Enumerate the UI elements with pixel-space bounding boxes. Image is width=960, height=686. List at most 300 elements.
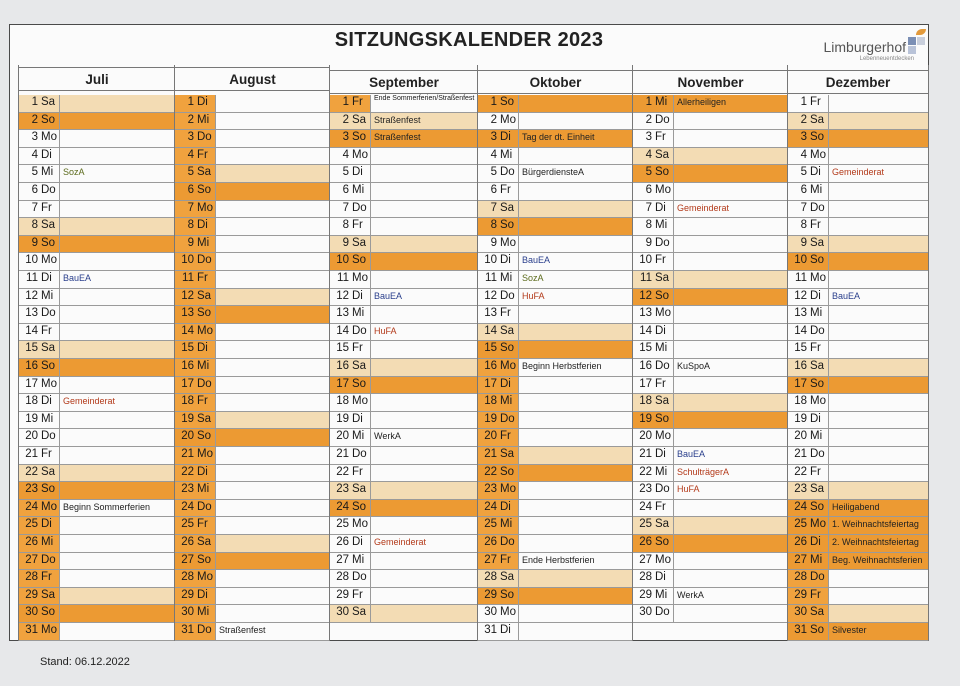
- day-row: [633, 236, 788, 254]
- weekday: Fr: [500, 307, 511, 320]
- event-cell: [828, 535, 928, 552]
- day-row: [330, 377, 478, 395]
- day-number: 21: [181, 448, 194, 460]
- day-row: [478, 553, 633, 571]
- day-number: 18: [794, 395, 807, 408]
- event-cell: [673, 271, 788, 288]
- day-row: [19, 553, 175, 571]
- day-number: 15: [639, 342, 652, 355]
- event-cell: [370, 429, 478, 446]
- weekday: Do: [197, 624, 212, 636]
- day-row: [633, 500, 788, 518]
- day-row: [788, 605, 928, 623]
- event-cell: [215, 482, 330, 499]
- event-cell: [673, 236, 788, 253]
- day-number: 1: [342, 96, 349, 108]
- weekday: Mi: [197, 360, 210, 372]
- event-cell: [518, 394, 633, 411]
- day-row: [788, 465, 928, 483]
- day-row: [633, 253, 788, 271]
- day-row: [330, 412, 478, 430]
- event-cell: [518, 465, 633, 482]
- weekday: Di: [500, 131, 511, 144]
- event-cell: [518, 183, 633, 200]
- month-column-2: [329, 65, 478, 641]
- weekday: Mi: [810, 184, 823, 196]
- event-cell: [215, 500, 330, 517]
- day-number: 10: [639, 254, 652, 267]
- event-cell: [828, 113, 928, 130]
- weekday: Di: [41, 148, 52, 161]
- day-number: 23: [794, 483, 807, 496]
- day-number: 6: [800, 184, 807, 196]
- day-row: [633, 482, 788, 500]
- event-cell: [673, 605, 788, 622]
- day-row: [788, 236, 928, 254]
- logo: [794, 31, 920, 63]
- day-number: 25: [181, 518, 194, 531]
- event-cell: [370, 394, 478, 411]
- event-cell: [59, 201, 175, 218]
- day-row: [175, 517, 330, 535]
- event-cell: [518, 289, 633, 306]
- weekday: So: [810, 377, 825, 390]
- event-cell: [370, 570, 478, 587]
- day-row: [633, 394, 788, 412]
- event-cell: [518, 447, 633, 464]
- day-number: 9: [187, 236, 194, 249]
- day-number: 26: [336, 536, 349, 548]
- event-cell: [59, 165, 175, 182]
- event-cell: [370, 218, 478, 235]
- weekday: Mo: [655, 184, 671, 196]
- weekday: Fr: [197, 395, 208, 408]
- day-number: 25: [25, 518, 38, 531]
- event-label: Silvester: [832, 625, 867, 635]
- day-number: 4: [800, 148, 807, 161]
- day-row: [19, 359, 175, 377]
- day-row: [633, 429, 788, 447]
- weekday: Fr: [352, 465, 363, 478]
- day-row: [788, 289, 928, 307]
- event-cell: [673, 553, 788, 570]
- weekday: Mi: [500, 395, 513, 408]
- event-cell: [215, 605, 330, 622]
- event-cell: [215, 148, 330, 165]
- event-cell: [59, 412, 175, 429]
- event-cell: [59, 429, 175, 446]
- day-number: 19: [639, 412, 652, 425]
- day-number: 17: [484, 377, 497, 390]
- day-number: 28: [639, 571, 652, 584]
- day-number: 14: [794, 324, 807, 337]
- day-number: 23: [181, 483, 194, 496]
- event-cell: [215, 517, 330, 534]
- day-number: 29: [181, 588, 194, 601]
- day-number: 25: [336, 518, 349, 531]
- event-cell: [215, 306, 330, 323]
- weekday: Sa: [500, 571, 515, 584]
- event-cell: [518, 623, 633, 640]
- day-row: [633, 588, 788, 606]
- weekday: Fr: [810, 588, 821, 601]
- day-number: 21: [25, 448, 38, 460]
- day-number: 8: [645, 219, 652, 232]
- day-row: [175, 605, 330, 623]
- day-row: [633, 359, 788, 377]
- day-row: [788, 359, 928, 377]
- stand-date: Stand: 06.12.2022: [40, 656, 130, 668]
- event-cell: [215, 201, 330, 218]
- day-row: [788, 517, 928, 535]
- day-number: 4: [31, 148, 38, 161]
- weekday: Do: [352, 571, 367, 584]
- event-cell: [828, 394, 928, 411]
- weekday: Fr: [500, 553, 511, 566]
- weekday: Mo: [41, 377, 57, 390]
- day-number: 13: [484, 307, 497, 320]
- event-cell: [59, 183, 175, 200]
- day-row: [478, 359, 633, 377]
- day-row: [788, 535, 928, 553]
- event-cell: [673, 535, 788, 552]
- weekday: Fr: [352, 219, 363, 232]
- weekday: Mi: [41, 289, 54, 302]
- event-cell: [59, 359, 175, 376]
- logo-square-icon: [917, 37, 925, 45]
- event-cell: [518, 570, 633, 587]
- event-label: SozA: [522, 273, 544, 283]
- event-label: KuSpoA: [677, 361, 711, 371]
- day-number: 2: [187, 113, 194, 126]
- day-number: 17: [336, 377, 349, 390]
- event-cell: [518, 201, 633, 218]
- event-cell: [828, 570, 928, 587]
- event-cell: [673, 165, 788, 182]
- weekday: Fr: [197, 272, 208, 284]
- day-number: 18: [639, 395, 652, 408]
- day-number: 16: [639, 360, 652, 372]
- weekday: Fr: [352, 96, 363, 108]
- event-cell: [59, 236, 175, 253]
- event-cell: [828, 218, 928, 235]
- day-row: [175, 95, 330, 113]
- day-row: [330, 517, 478, 535]
- day-row: [175, 306, 330, 324]
- weekday: Di: [197, 96, 208, 108]
- event-cell: [215, 253, 330, 270]
- weekday: Mo: [197, 324, 213, 337]
- day-number: 17: [794, 377, 807, 390]
- day-number: 28: [794, 571, 807, 584]
- day-number: 20: [336, 430, 349, 443]
- day-row: [788, 588, 928, 606]
- day-number: 5: [800, 166, 807, 179]
- day-row: [175, 500, 330, 518]
- event-cell: [828, 517, 928, 534]
- day-number: 12: [336, 289, 349, 302]
- event-cell: [828, 289, 928, 306]
- event-cell: [59, 377, 175, 394]
- day-number: 31: [181, 624, 194, 636]
- weekday: So: [197, 307, 212, 320]
- day-row: [478, 517, 633, 535]
- event-cell: [59, 482, 175, 499]
- day-row: [175, 341, 330, 359]
- event-cell: [828, 359, 928, 376]
- day-row: [788, 482, 928, 500]
- day-number: 26: [484, 536, 497, 548]
- event-label: Tag der dt. Einheit: [522, 132, 595, 143]
- event-label: HuFA: [522, 290, 545, 301]
- weekday: Mi: [197, 113, 210, 126]
- event-cell: [673, 500, 788, 517]
- day-row: [478, 570, 633, 588]
- event-cell: [215, 95, 330, 112]
- day-number: 14: [639, 324, 652, 337]
- weekday: Mo: [352, 518, 368, 531]
- event-cell: [59, 218, 175, 235]
- month-column-3: [477, 65, 633, 641]
- event-cell: [215, 412, 330, 429]
- day-number: 26: [794, 536, 807, 548]
- event-cell: [370, 324, 478, 341]
- weekday: Mi: [500, 148, 513, 161]
- weekday: Mi: [810, 553, 823, 566]
- event-cell: [518, 412, 633, 429]
- event-cell: [59, 517, 175, 534]
- day-number: 26: [25, 536, 38, 548]
- day-row: [478, 201, 633, 219]
- day-number: 5: [187, 166, 194, 179]
- day-number: 14: [25, 324, 38, 337]
- weekday: So: [500, 219, 515, 232]
- event-cell: [215, 113, 330, 130]
- event-cell: [215, 588, 330, 605]
- day-row: [330, 605, 478, 623]
- weekday: Mo: [500, 360, 516, 372]
- event-cell: [518, 500, 633, 517]
- day-row: [330, 236, 478, 254]
- day-row: [330, 113, 478, 131]
- event-cell: [215, 553, 330, 570]
- day-number: 23: [484, 483, 497, 496]
- day-number: 29: [639, 588, 652, 601]
- event-cell: [828, 553, 928, 570]
- weekday: Fr: [41, 324, 52, 337]
- event-cell: [215, 165, 330, 182]
- event-label: Straßenfest: [219, 625, 266, 635]
- event-label: Beginn Sommerferien: [63, 501, 151, 512]
- weekday: Di: [197, 342, 208, 355]
- event-cell: [215, 623, 330, 640]
- event-cell: [828, 165, 928, 182]
- day-row: [175, 570, 330, 588]
- day-number: 24: [336, 500, 349, 513]
- day-number: 22: [639, 465, 652, 478]
- weekday: Mo: [810, 395, 826, 408]
- weekday: Do: [655, 360, 670, 372]
- weekday: Di: [197, 219, 208, 232]
- weekday: Mo: [41, 131, 57, 144]
- weekday: Sa: [655, 272, 670, 284]
- event-label: Gemeinderat: [832, 167, 885, 178]
- weekday: Mi: [197, 236, 210, 249]
- day-row: [330, 183, 478, 201]
- event-cell: [518, 271, 633, 288]
- day-row: [19, 271, 175, 289]
- day-row: [788, 570, 928, 588]
- event-cell: [59, 588, 175, 605]
- day-number: 23: [25, 483, 38, 496]
- day-number: 7: [31, 201, 38, 214]
- weekday: Do: [197, 500, 212, 513]
- day-number: 29: [794, 588, 807, 601]
- weekday: Sa: [41, 219, 56, 232]
- event-cell: [59, 130, 175, 147]
- day-row: [788, 306, 928, 324]
- weekday: Di: [352, 412, 363, 425]
- logo-name: Limburgerhof: [823, 39, 906, 55]
- day-number: 4: [490, 148, 497, 161]
- day-row: [478, 130, 633, 148]
- day-number: 19: [25, 412, 38, 425]
- day-row: [633, 447, 788, 465]
- weekday: Do: [197, 377, 212, 390]
- weekday: Mo: [41, 624, 57, 636]
- event-cell: [59, 324, 175, 341]
- day-number: 23: [336, 483, 349, 496]
- day-number: 11: [337, 272, 349, 284]
- day-row: [478, 218, 633, 236]
- day-row: [478, 253, 633, 271]
- day-row: [330, 165, 478, 183]
- day-number: 3: [645, 131, 652, 144]
- event-cell: [673, 482, 788, 499]
- weekday: Fr: [810, 219, 821, 232]
- day-number: 7: [490, 201, 497, 214]
- day-number: 14: [181, 324, 194, 337]
- event-cell: [828, 148, 928, 165]
- weekday: So: [197, 430, 212, 443]
- event-cell: [370, 412, 478, 429]
- weekday: Mo: [810, 148, 826, 161]
- day-row: [633, 218, 788, 236]
- day-row: [19, 165, 175, 183]
- weekday: Mo: [197, 448, 213, 460]
- event-cell: [59, 394, 175, 411]
- day-row: [788, 95, 928, 113]
- event-cell: [673, 447, 788, 464]
- day-number: 11: [640, 272, 652, 284]
- day-row: [478, 148, 633, 166]
- weekday: Do: [810, 571, 825, 584]
- day-row: [788, 500, 928, 518]
- day-row: [478, 429, 633, 447]
- event-cell: [370, 553, 478, 570]
- event-cell: [518, 253, 633, 270]
- day-number: 6: [645, 184, 652, 196]
- weekday: So: [41, 113, 56, 126]
- weekday: So: [655, 289, 670, 302]
- event-cell: [828, 412, 928, 429]
- event-cell: [518, 113, 633, 130]
- weekday: Sa: [197, 536, 212, 548]
- weekday: Mi: [352, 307, 365, 320]
- day-number: 2: [490, 113, 497, 126]
- weekday: Di: [810, 166, 821, 179]
- event-cell: [673, 95, 788, 112]
- event-cell: [673, 324, 788, 341]
- day-number: 27: [639, 553, 652, 566]
- day-number: 15: [484, 342, 497, 355]
- event-cell: [518, 482, 633, 499]
- day-row: [330, 130, 478, 148]
- weekday: Mo: [500, 606, 516, 619]
- event-label: HuFA: [677, 484, 700, 495]
- event-cell: [828, 588, 928, 605]
- event-cell: [673, 570, 788, 587]
- event-cell: [370, 465, 478, 482]
- event-cell: [828, 130, 928, 147]
- event-cell: [828, 429, 928, 446]
- day-number: 28: [25, 571, 38, 584]
- event-cell: [673, 253, 788, 270]
- day-number: 24: [181, 500, 194, 513]
- day-number: 23: [639, 483, 652, 496]
- weekday: Di: [810, 289, 821, 302]
- day-row: [478, 412, 633, 430]
- weekday: Do: [500, 289, 515, 302]
- weekday: Do: [197, 131, 212, 144]
- day-row: [788, 130, 928, 148]
- event-cell: [518, 218, 633, 235]
- weekday: So: [352, 377, 367, 390]
- day-number: 3: [31, 131, 38, 144]
- weekday: Sa: [810, 606, 825, 619]
- day-number: 10: [181, 254, 194, 267]
- day-number: 3: [187, 131, 194, 144]
- weekday: So: [500, 342, 515, 355]
- weekday: Sa: [810, 360, 825, 372]
- event-label: WerkA: [374, 431, 401, 442]
- weekday: Mi: [500, 518, 513, 531]
- day-number: 26: [639, 536, 652, 548]
- weekday: Sa: [500, 448, 515, 460]
- month-column-1: [174, 65, 330, 641]
- event-label: Gemeinderat: [374, 537, 427, 547]
- event-cell: [673, 394, 788, 411]
- day-number: 7: [645, 201, 652, 214]
- day-number: 22: [181, 465, 194, 478]
- event-cell: [673, 289, 788, 306]
- event-cell: [828, 341, 928, 358]
- event-cell: [59, 553, 175, 570]
- event-cell: [215, 465, 330, 482]
- day-number: 20: [794, 430, 807, 443]
- day-row: [330, 535, 478, 553]
- weekday: Mi: [352, 184, 365, 196]
- weekday: Di: [500, 254, 511, 267]
- day-number: 17: [639, 377, 652, 390]
- event-cell: [828, 95, 928, 112]
- day-number: 13: [336, 307, 349, 320]
- day-row: [788, 201, 928, 219]
- event-cell: [673, 130, 788, 147]
- weekday: Do: [655, 483, 670, 496]
- day-number: 18: [484, 395, 497, 408]
- day-number: 20: [181, 430, 194, 443]
